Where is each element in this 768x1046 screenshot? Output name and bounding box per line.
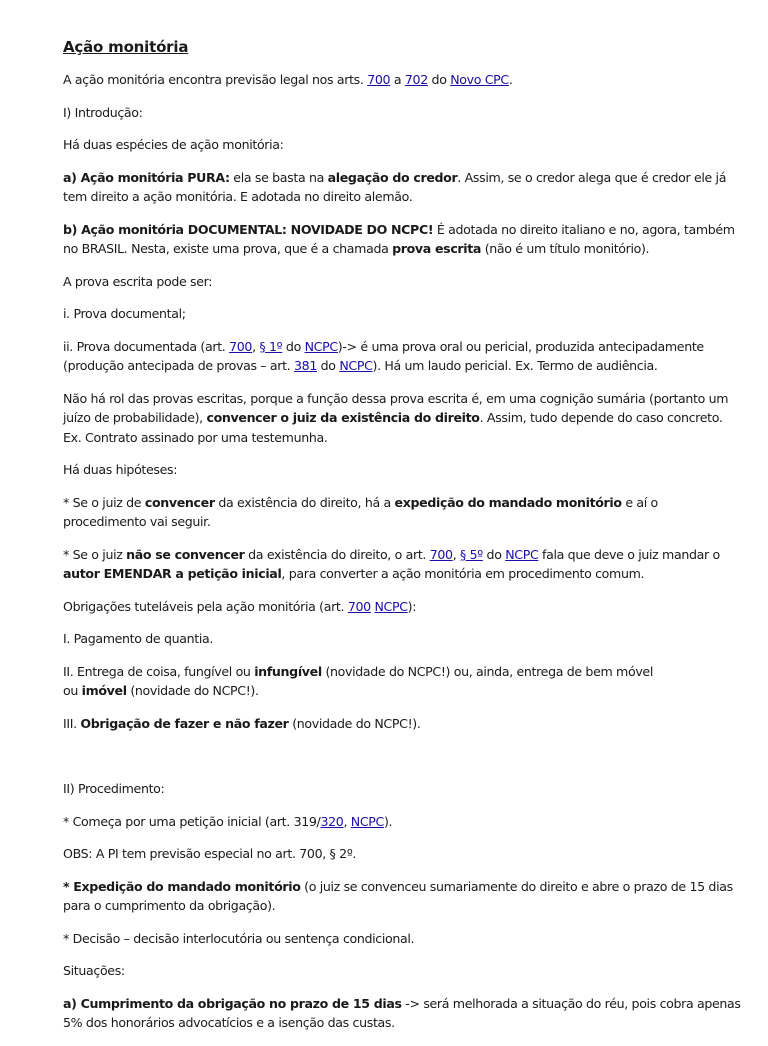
document-title: Ação monitória: [63, 38, 189, 56]
link-paragrafo-5[interactable]: § 5º: [460, 546, 483, 562]
text: da existência do direito, o art.: [244, 546, 430, 562]
text: Obrigações tuteláveis pela ação monitória (art.: [63, 598, 348, 614]
bold-text: expedição do mandado monitório: [394, 494, 622, 510]
bold-text: a) Ação monitória PURA:: [63, 169, 230, 185]
text: ).: [383, 813, 393, 829]
bold-text: convencer: [144, 494, 215, 510]
link-novo-cpc[interactable]: Novo CPC: [450, 72, 509, 87]
bullet-convencer: [63, 493, 743, 532]
paragraph-prova-escrita: A prova escrita pode ser:: [63, 273, 213, 289]
bold-text: não se convencer: [126, 546, 245, 562]
paragraph-especies: Há duas espécies de ação monitória:: [63, 137, 284, 152]
link-art-700[interactable]: 700: [229, 338, 253, 354]
paragraph-legal-basis: [63, 70, 743, 90]
paragraph-obrigacoes-tutelaveis: [63, 597, 743, 617]
text: (novidade do NCPC!).: [126, 683, 259, 698]
text: ,: [452, 546, 461, 562]
section-heading-procedimento: II) Procedimento:: [63, 781, 165, 796]
list-item-obrigacao-fazer: [63, 714, 743, 734]
text: (o juiz se convenceu sumariamente do direito e abre o prazo de 15 dias para o cumprimento da obrigação).: [63, 878, 733, 913]
bold-text: autor EMENDAR a petição inicial: [63, 566, 282, 581]
list-item-prova-documentada: [63, 337, 743, 376]
text: ou: [63, 683, 82, 698]
spacer: [63, 746, 743, 779]
text: ela se basta na: [229, 169, 328, 185]
text: * Começa por uma petição inicial (art. 319/: [63, 813, 321, 829]
text: * Se o juiz: [63, 546, 127, 562]
text: ). Há um laudo pericial. Ex. Termo de audiência.: [372, 358, 658, 373]
bold-text: prova escrita: [392, 241, 482, 256]
bold-text: b) Ação monitória DOCUMENTAL: NOVIDADE DO NCPC!: [63, 221, 434, 237]
paragraph-monitoria-pura: [63, 168, 743, 207]
link-ncpc[interactable]: NCPC: [374, 598, 408, 614]
text: , para converter a ação monitória em procedimento comum.: [281, 566, 645, 581]
text: (novidade do NCPC!).: [288, 715, 421, 731]
text: e aí o procedimento vai seguir.: [63, 494, 658, 529]
text: * Se o juiz de: [63, 494, 145, 510]
text: )-> é uma prova oral ou pericial, produzida antecipadamente (produção antecipada de provas – art.: [63, 338, 704, 373]
bullet-nao-convencer: [63, 545, 743, 584]
text: . Assim, se o credor alega que é credor ele já tem direito a ação monitória. E adotada no direito alemão.: [63, 169, 727, 204]
link-ncpc[interactable]: NCPC: [339, 358, 373, 373]
list-item-entrega-coisa: [63, 662, 743, 701]
bold-text: Obrigação de fazer e não fazer: [80, 715, 289, 731]
text: a: [390, 72, 405, 87]
bold-text: imóvel: [81, 683, 127, 698]
section-heading-introducao: I) Introdução:: [63, 104, 143, 120]
link-ncpc[interactable]: NCPC: [350, 813, 384, 829]
text: da existência do direito, há a: [214, 494, 395, 510]
text: ii. Prova documentada (art.: [63, 338, 230, 354]
text: ,: [252, 338, 260, 354]
paragraph-rol-provas: [63, 389, 743, 448]
bold-text: infungível: [254, 663, 322, 679]
text: II. Entrega de coisa, fungível ou: [63, 663, 255, 679]
text: .: [508, 72, 513, 87]
text: do: [317, 358, 340, 373]
text: (não é um título monitório).: [481, 241, 650, 256]
bold-text: convencer o juiz da existência do direito: [206, 410, 480, 425]
text: . Assim, tudo depende do caso concreto. Ex. Contrato assinado por uma testemunha.: [63, 410, 723, 445]
text: ,: [343, 813, 351, 829]
text: É adotada no direito italiano e no, agora, também no BRASIL. Nesta, existe uma prova, que é a chamada: [63, 221, 735, 256]
link-art-702[interactable]: 702: [404, 72, 428, 87]
list-item-prova-documental: i. Prova documental;: [63, 306, 186, 321]
text: Não há rol das provas escritas, porque a função dessa prova escrita é, em uma cognição sumária (portanto um juízo de probabilidade),: [63, 390, 729, 425]
text: (novidade do NCPC!) ou, ainda, entrega de bem móvel: [321, 663, 653, 679]
link-art-700[interactable]: 700: [347, 598, 371, 614]
paragraph-monitoria-documental: [63, 220, 743, 259]
text: A ação monitória encontra previsão legal nos arts.: [63, 72, 368, 87]
text: do: [482, 546, 506, 562]
bullet-decisao: * Decisão – decisão interlocutória ou sentença condicional.: [63, 930, 415, 946]
list-item-cumprimento: [63, 994, 743, 1033]
text: do: [427, 72, 451, 87]
link-art-700[interactable]: 700: [429, 546, 453, 562]
link-art-700[interactable]: 700: [367, 72, 391, 87]
list-item-pagamento: I. Pagamento de quantia.: [63, 631, 213, 646]
bold-text: a) Cumprimento da obrigação no prazo de 15 dias: [63, 995, 402, 1011]
bold-text: alegação do credor: [327, 169, 458, 185]
bold-text: * Expedição do mandado monitório: [63, 878, 301, 894]
text: do: [282, 338, 305, 354]
paragraph-obs: OBS: A PI tem previsão especial no art. 700, § 2º.: [63, 846, 357, 861]
link-ncpc[interactable]: NCPC: [304, 338, 338, 354]
paragraph-situacoes: Situações:: [63, 963, 125, 978]
text: ):: [407, 598, 417, 614]
link-art-381[interactable]: 381: [294, 358, 317, 373]
link-paragrafo-1[interactable]: § 1º: [259, 338, 283, 354]
text: -> será melhorada a situação do réu, pois cobra apenas 5% dos honorários advocatícios e a isenção das custas.: [63, 995, 741, 1030]
text: fala que deve o juiz mandar o: [538, 546, 720, 562]
bullet-peticao-inicial: [63, 812, 743, 832]
text: III.: [63, 715, 81, 731]
paragraph-hipoteses: Há duas hipóteses:: [63, 462, 178, 477]
link-ncpc[interactable]: NCPC: [505, 546, 539, 562]
bullet-expedicao-mandado: [63, 877, 743, 916]
document-page: [63, 38, 743, 1046]
link-art-320[interactable]: 320: [320, 813, 344, 829]
